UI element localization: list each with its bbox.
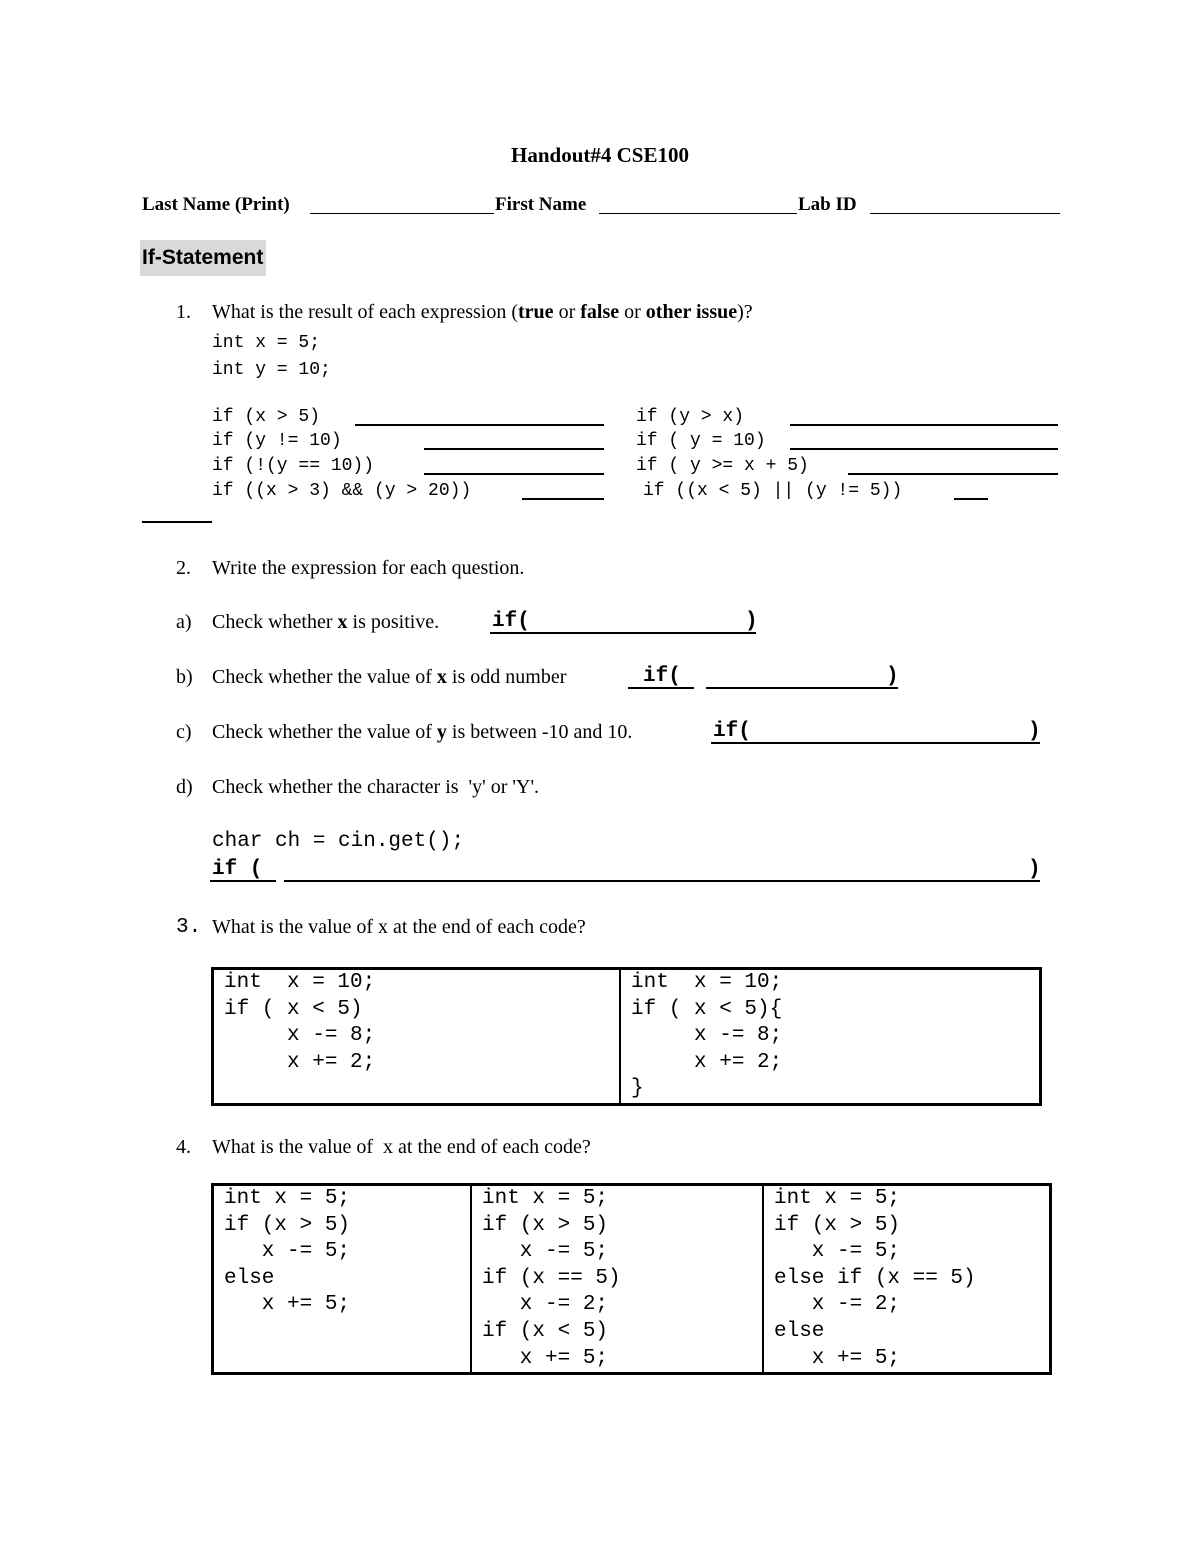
code-line: int x = 5; xyxy=(482,1187,609,1210)
q2b-answer-blank-2[interactable] xyxy=(706,687,898,689)
handout-title: Handout#4 CSE100 xyxy=(511,143,689,167)
q2c-post: is between -10 and 10. xyxy=(446,721,633,743)
q1-false: false xyxy=(580,301,620,323)
q1-left-expr-3: if (!(y == 10)) xyxy=(212,456,375,476)
last-name-label: Last Name (Print) xyxy=(142,194,290,215)
code-line: x -= 5; xyxy=(774,1240,901,1264)
lab-id-label: Lab ID xyxy=(798,194,857,215)
q2b-pre: Check whether the value of xyxy=(212,666,437,688)
q4-number: 4. xyxy=(176,1136,191,1158)
q1-left-expr-4: if ((x > 3) && (y > 20)) xyxy=(212,481,472,501)
code-line: x += 2; xyxy=(631,1050,783,1074)
code-line: else xyxy=(224,1266,275,1290)
first-name-label: First Name xyxy=(495,194,587,215)
q1-text-pre: What is the result of each expression ( xyxy=(212,301,519,323)
q1-right-expr-2: if ( y = 10) xyxy=(636,431,766,451)
q1-question xyxy=(212,301,753,324)
q1-right-expr-3: if ( y >= x + 5) xyxy=(636,456,809,476)
q2b-if: if( xyxy=(643,665,681,688)
q2a-var: x xyxy=(337,611,348,633)
code-line: x += 5; xyxy=(482,1346,609,1370)
q1-decl-x: int x = 5; xyxy=(212,333,321,353)
q1-left-expr-1: if (x > 5) xyxy=(212,407,321,427)
code-line: else if (x == 5) xyxy=(774,1266,976,1290)
q1-number: 1. xyxy=(176,301,191,323)
q2-question: Write the expression for each question. xyxy=(212,557,525,579)
code-line: x -= 5; xyxy=(482,1240,609,1264)
q2-number: 2. xyxy=(176,557,191,579)
section-heading: If-Statement xyxy=(140,240,266,276)
code-line: else xyxy=(774,1319,825,1343)
q1-or2: or xyxy=(619,301,646,323)
q4-code-cell-2 xyxy=(471,1185,763,1374)
q2a-pre: Check whether xyxy=(212,611,338,633)
q2c-close: ) xyxy=(1028,720,1041,743)
q2d-if: if ( xyxy=(212,858,263,881)
code-line: x -= 5; xyxy=(224,1240,351,1264)
q3-code-table xyxy=(211,967,1042,1106)
q1-other: other issue xyxy=(645,301,738,323)
q2a-text xyxy=(212,611,439,634)
q2c-pre: Check whether the value of xyxy=(212,721,437,743)
code-line: x -= 2; xyxy=(774,1293,901,1317)
q2a-label: a) xyxy=(176,611,192,633)
q4-code-cell-3 xyxy=(763,1185,1051,1374)
code-line: x -= 2; xyxy=(482,1293,609,1317)
q1-left-answer-4[interactable] xyxy=(522,498,604,500)
code-line: if (x == 5) xyxy=(482,1266,621,1290)
code-line: if (x > 5) xyxy=(224,1213,351,1237)
code-line: int x = 10; xyxy=(631,971,783,994)
q1-right-answer-2[interactable] xyxy=(790,448,1058,450)
q2c-text xyxy=(212,721,632,744)
q2d-answer-blank-1[interactable] xyxy=(210,880,276,882)
q1-text-post: )? xyxy=(737,301,753,323)
code-line: int x = 10; xyxy=(224,971,376,994)
code-line: } xyxy=(631,1077,644,1101)
q2a-if: if( xyxy=(492,610,530,633)
q1-true: true xyxy=(518,301,554,323)
q2a-answer-blank[interactable] xyxy=(490,632,756,634)
q2d-text: Check whether the character is 'y' or 'Y'. xyxy=(212,776,540,798)
q1-left-answer-3[interactable] xyxy=(424,473,604,475)
code-line: int x = 5; xyxy=(224,1187,351,1210)
q4-question: What is the value of x at the end of each code? xyxy=(212,1136,591,1158)
code-line: if ( x < 5){ xyxy=(631,997,783,1021)
code-line: x -= 8; xyxy=(631,1024,783,1048)
q2d-close: ) xyxy=(1028,858,1041,881)
q2d-code-line: char ch = cin.get(); xyxy=(212,830,465,853)
code-line: int x = 5; xyxy=(774,1187,901,1210)
q1-right-answer-4[interactable] xyxy=(954,498,988,500)
q3-number: 3. xyxy=(176,916,202,939)
first-name-blank[interactable] xyxy=(599,213,797,214)
q1-or1: or xyxy=(553,301,581,323)
code-line: x += 2; xyxy=(224,1050,376,1074)
q2c-answer-blank[interactable] xyxy=(711,742,1040,744)
q1-left-expr-2: if (y != 10) xyxy=(212,431,342,451)
code-line: if (x < 5) xyxy=(482,1319,609,1343)
q1-left-answer-2[interactable] xyxy=(424,448,604,450)
q1-right-answer-4-wrap[interactable] xyxy=(142,521,212,523)
q1-decl-y: int y = 10; xyxy=(212,360,331,380)
last-name-blank[interactable] xyxy=(310,213,494,214)
code-line: x += 5; xyxy=(224,1293,351,1317)
q3-code-cell-2 xyxy=(620,969,1041,1105)
q2b-var: x xyxy=(436,666,447,688)
code-line: if (x > 5) xyxy=(774,1213,901,1237)
q2a-post: is positive. xyxy=(347,611,440,633)
q2c-if: if( xyxy=(713,720,751,743)
q3-question: What is the value of x at the end of each code? xyxy=(212,916,586,938)
q2d-label: d) xyxy=(176,776,193,798)
q1-right-expr-4: if ((x < 5) || (y != 5)) xyxy=(643,481,903,501)
q4-code-table xyxy=(211,1183,1052,1375)
q1-left-answer-1[interactable] xyxy=(355,424,604,426)
lab-id-blank[interactable] xyxy=(870,213,1060,214)
q4-code-cell-1 xyxy=(213,1185,472,1374)
q2c-var: y xyxy=(436,721,447,743)
q3-code-cell-1 xyxy=(213,969,621,1105)
q2c-label: c) xyxy=(176,721,192,743)
code-line: if ( x < 5) xyxy=(224,997,363,1021)
q1-right-answer-3[interactable] xyxy=(848,473,1058,475)
q1-right-expr-1: if (y > x) xyxy=(636,407,745,427)
q2b-answer-blank-1[interactable] xyxy=(628,687,694,689)
q2b-close: ) xyxy=(886,665,899,688)
code-line: x -= 8; xyxy=(224,1024,376,1048)
code-line: if (x > 5) xyxy=(482,1213,609,1237)
q2b-label: b) xyxy=(176,666,193,688)
code-line: x += 5; xyxy=(774,1346,901,1370)
q2a-close: ) xyxy=(745,610,758,633)
q1-right-answer-1[interactable] xyxy=(790,424,1058,426)
q2b-post: is odd number xyxy=(446,666,567,688)
q2b-text xyxy=(212,666,566,689)
q2d-answer-blank-2[interactable] xyxy=(284,880,1040,882)
